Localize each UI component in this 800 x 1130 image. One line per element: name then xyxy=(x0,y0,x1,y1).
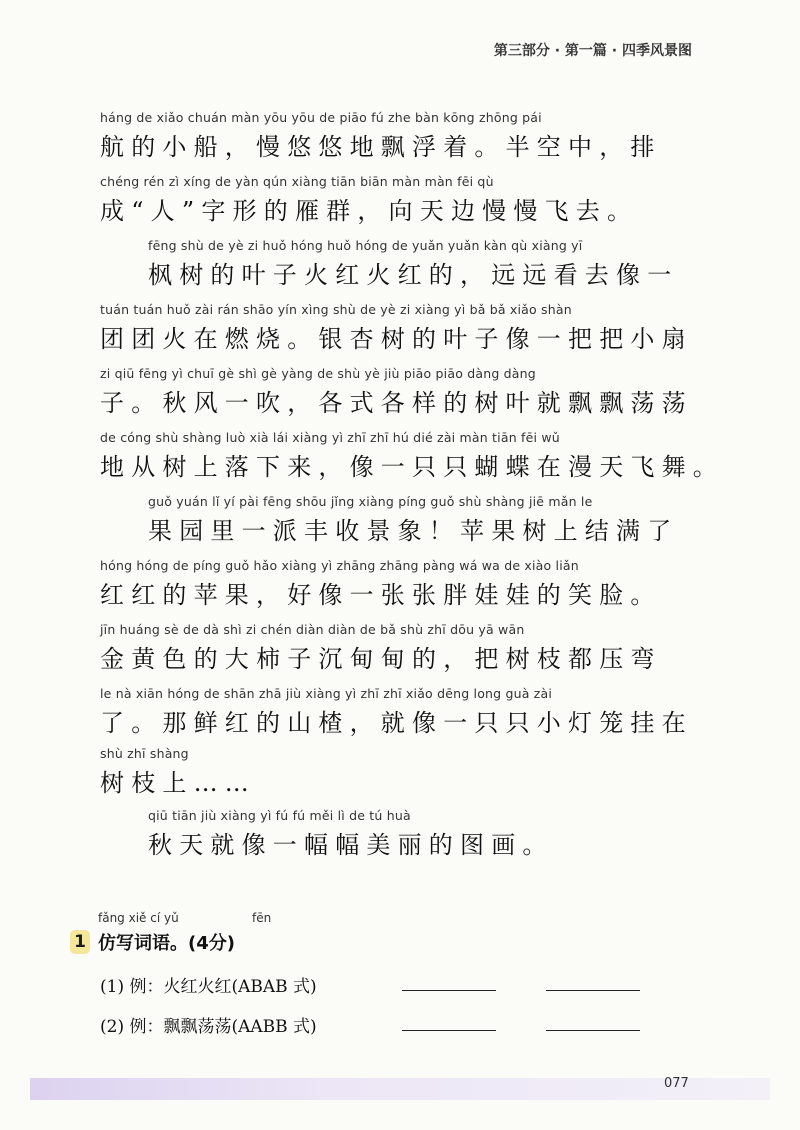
hanzi: 果园里一派丰收景象！苹果树上结满了 xyxy=(148,517,679,545)
answer-blank[interactable] xyxy=(402,990,496,991)
hanzi: 航的小船，慢悠悠地飘浮着。半空中，排 xyxy=(100,133,662,161)
text-line xyxy=(0,746,800,810)
pinyin: guǒ yuán lǐ yí pài fēng shōu jǐng xiàng píng guǒ shù shàng jiē mǎn le xyxy=(148,494,593,509)
question-item-2: (2) 例：飘飘荡荡(AABB 式) xyxy=(100,1017,317,1037)
hanzi: 金黄色的大柿子沉甸甸的，把树枝都压弯 xyxy=(100,645,662,673)
text-line xyxy=(0,808,800,872)
text-line xyxy=(0,622,800,686)
hanzi: 树枝上…… xyxy=(100,769,256,797)
page-number: 077 xyxy=(664,1076,689,1091)
answer-blank[interactable] xyxy=(402,1030,496,1031)
question-pinyin-fen: fēn xyxy=(252,911,272,925)
footer-band xyxy=(30,1078,770,1100)
hanzi: 地从树上落下来，像一只只蝴蝶在漫天飞舞。 xyxy=(100,453,724,481)
hanzi: 子。秋风一吹，各式各样的树叶就飘飘荡荡 xyxy=(100,389,693,417)
hanzi: 团团火在燃烧。银杏树的叶子像一把把小扇 xyxy=(100,325,693,353)
pinyin: háng de xiǎo chuán màn yōu yōu de piāo fú zhe bàn kōng zhōng pái xyxy=(100,110,542,125)
question-pinyin: fǎng xiě cí yǔ xyxy=(98,911,179,925)
hanzi: 秋天就像一幅幅美丽的图画。 xyxy=(148,831,554,859)
pinyin: zi qiū fēng yì chuī gè shì gè yàng de shù yè jiù piāo piāo dàng dàng xyxy=(100,366,536,381)
page-header: 第三部分 · 第一篇 · 四季风景图 xyxy=(493,43,692,59)
pinyin: qiū tiān jiù xiàng yì fú fú měi lì de tú huà xyxy=(148,808,411,823)
pinyin: tuán tuán huǒ zài rán shāo yín xìng shù de yè zi xiàng yì bǎ bǎ xiǎo shàn xyxy=(100,302,572,317)
hanzi: 了。那鲜红的山楂，就像一只只小灯笼挂在 xyxy=(100,709,693,737)
pinyin: shù zhī shàng xyxy=(100,746,189,761)
text-line xyxy=(0,302,800,366)
pinyin: le nà xiān hóng de shān zhā jiù xiàng yì zhī zhī xiǎo dēng long guà zài xyxy=(100,686,553,701)
pinyin: de cóng shù shàng luò xià lái xiàng yì zhī zhī hú dié zài màn tiān fēi wǔ xyxy=(100,430,560,445)
question-title: 仿写词语。(4分) xyxy=(98,933,235,954)
text-line xyxy=(0,110,800,174)
pinyin: fēng shù de yè zi huǒ hóng huǒ hóng de yuǎn yuǎn kàn qù xiàng yī xyxy=(148,238,583,253)
text-line xyxy=(0,558,800,622)
text-line xyxy=(0,174,800,238)
pinyin: hóng hóng de píng guǒ hǎo xiàng yì zhāng zhāng pàng wá wa de xiào liǎn xyxy=(100,558,579,573)
text-line xyxy=(0,494,800,558)
hanzi: 枫树的叶子火红火红的，远远看去像一 xyxy=(148,261,679,289)
hanzi: 成“人”字形的雁群，向天边慢慢飞去。 xyxy=(100,197,639,225)
hanzi: 红红的苹果，好像一张张胖娃娃的笑脸。 xyxy=(100,581,662,609)
answer-blank[interactable] xyxy=(546,1030,640,1031)
question-item-1: (1) 例：火红火红(ABAB 式) xyxy=(100,977,317,997)
text-line xyxy=(0,686,800,750)
text-line xyxy=(0,366,800,430)
pinyin: chéng rén zì xíng de yàn qún xiàng tiān biān màn màn fēi qù xyxy=(100,174,494,189)
text-line xyxy=(0,430,800,494)
answer-blank[interactable] xyxy=(546,990,640,991)
text-line xyxy=(0,238,800,302)
pinyin: jīn huáng sè de dà shì zi chén diàn diàn de bǎ shù zhī dōu yā wān xyxy=(100,622,525,637)
question-number-badge: 1 xyxy=(70,930,90,954)
